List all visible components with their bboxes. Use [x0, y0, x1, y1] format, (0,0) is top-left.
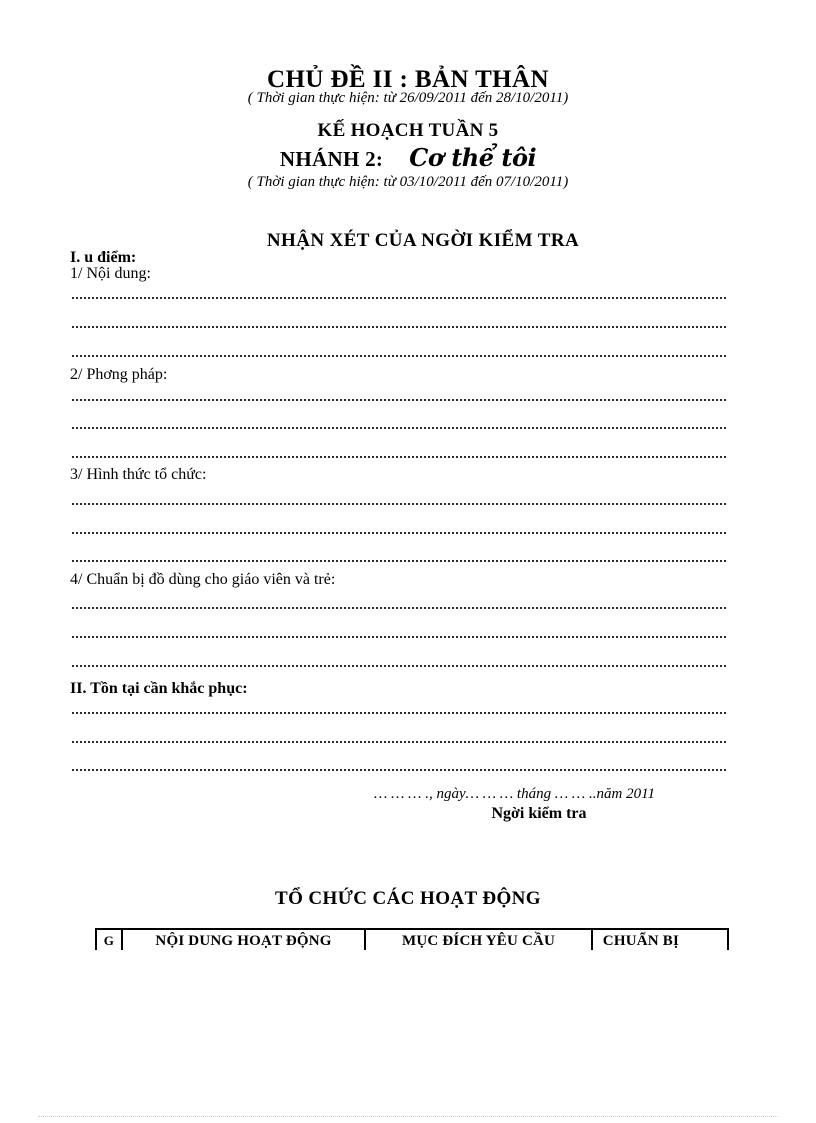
- theme-title: CHỦ ĐỀ II : BẢN THÂN: [267, 66, 549, 93]
- activities-title: TỔ CHỨC CÁC HOẠT ĐỘNG: [275, 888, 541, 909]
- section-2-label: II. Tồn tại cần khắc phục:: [70, 680, 248, 697]
- write-line[interactable]: [72, 738, 726, 743]
- write-line[interactable]: [72, 453, 726, 458]
- item-3-label: 3/ Hình thức tổ chức:: [70, 466, 207, 483]
- table-header-time: G: [97, 930, 123, 950]
- write-line[interactable]: [72, 662, 726, 667]
- write-line[interactable]: [72, 500, 726, 505]
- branch-period: ( Thời gian thực hiện: từ 03/10/2011 đến 07/10/2011): [247, 174, 569, 190]
- table-header-content: NỘI DUNG HOẠT ĐỘNG: [123, 930, 366, 950]
- branch-row: [0, 143, 816, 172]
- activities-table: [95, 928, 729, 950]
- signature-date-line: … … … ., ngày… … … tháng … … ..năm 2011: [374, 786, 655, 802]
- item-1-label: 1/ Nội dung:: [70, 265, 151, 282]
- write-line[interactable]: [72, 709, 726, 714]
- write-line[interactable]: [72, 294, 726, 299]
- write-line[interactable]: [72, 424, 726, 429]
- branch-value: Cơ thể tôi: [409, 143, 537, 172]
- review-heading: NHẬN XÉT CỦA NGỜI KIỂM TRA: [266, 230, 580, 251]
- item-4-label: 4/ Chuẩn bị đồ dùng cho giáo viên và trẻ:: [70, 571, 336, 588]
- plan-title: KẾ HOẠCH TUẦN 5: [317, 120, 499, 141]
- theme-period: ( Thời gian thực hiện: từ 26/09/2011 đến 28/10/2011): [247, 90, 569, 106]
- write-line[interactable]: [72, 529, 726, 534]
- write-line[interactable]: [72, 396, 726, 401]
- write-line[interactable]: [72, 633, 726, 638]
- write-line[interactable]: [72, 323, 726, 328]
- section-1-label: I. u điểm:: [70, 249, 137, 266]
- write-line[interactable]: [72, 557, 726, 562]
- write-line[interactable]: [72, 766, 726, 771]
- table-header-preparation: CHUẨN BỊ: [602, 933, 679, 949]
- write-line[interactable]: [72, 352, 726, 357]
- signature-role: Ngời kiểm tra: [491, 805, 587, 822]
- page-bottom-rule: [38, 1114, 778, 1117]
- item-2-label: 2/ Phơng pháp:: [70, 366, 168, 383]
- write-line[interactable]: [72, 604, 726, 609]
- branch-label: NHÁNH 2:: [279, 147, 384, 171]
- table-header-objective: MỤC ĐÍCH YÊU CẦU: [366, 930, 593, 950]
